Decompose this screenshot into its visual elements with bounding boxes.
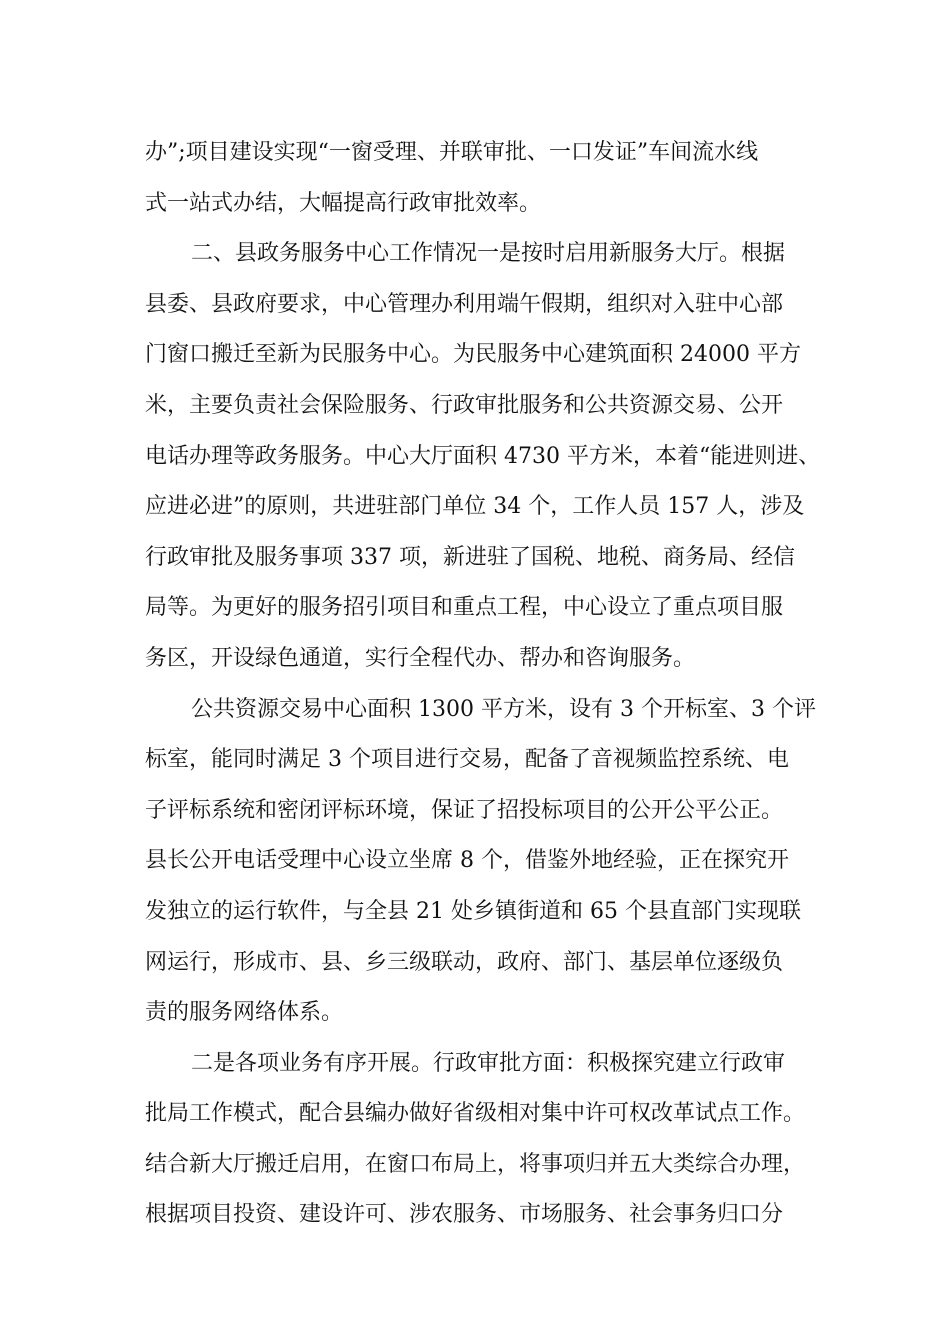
text-line: 县长公开电话受理中心设立坐席 8 个，借鉴外地经验，正在探究开 <box>145 848 789 874</box>
text-line: 电话办理等政务服务。中心大厅面积 4730 平方米，本着“能进则进、 <box>145 443 821 469</box>
text-line: 式一站式办结，大幅提高行政审批效率。 <box>145 190 542 216</box>
text-line: 办”;项目建设实现“一窗受理、并联审批、一口发证”车间流水线 <box>145 140 759 165</box>
text-line: 米，主要负责社会保险服务、行政审批服务和公共资源交易、公开 <box>145 392 784 418</box>
text-line: 应进必进”的原则，共进驻部门单位 34 个，工作人员 157 人，涉及 <box>145 494 805 520</box>
text-line: 网运行，形成市、县、乡三级联动，政府、部门、基层单位逐级负 <box>145 949 784 975</box>
text-line: 子评标系统和密闭评标环境，保证了招投标项目的公开公平公正。 <box>145 797 784 823</box>
text-line: 县委、县政府要求，中心管理办利用端午假期，组织对入驻中心部 <box>145 291 784 317</box>
text-line: 局等。为更好的服务招引项目和重点工程，中心设立了重点项目服 <box>145 595 784 621</box>
document-body <box>145 128 825 1241</box>
text-line: 责的服务网络体系。 <box>145 1000 344 1026</box>
paragraph-first-line: 二是各项业务有序开展。行政审批方面：积极探究建立行政审 <box>191 1050 786 1076</box>
paragraph-first-line: 公共资源交易中心面积 1300 平方米，设有 3 个开标室、3 个评 <box>191 696 816 722</box>
text-line: 标室，能同时满足 3 个项目进行交易，配备了音视频监控系统、电 <box>145 747 789 773</box>
text-line: 发独立的运行软件，与全县 21 处乡镇街道和 65 个县直部门实现联 <box>145 898 801 924</box>
text-line: 结合新大厅搬迁启用，在窗口布局上，将事项归并五大类综合办理， <box>145 1151 806 1177</box>
text-line: 行政审批及服务事项 337 项，新进驻了国税、地税、商务局、经信 <box>145 544 795 570</box>
paragraph-first-line: 二、县政务服务中心工作情况一是按时启用新服务大厅。根据 <box>191 241 786 267</box>
text-line: 门窗口搬迁至新为民服务中心。为民服务中心建筑面积 24000 平方 <box>145 342 801 368</box>
text-line: 批局工作模式，配合县编办做好省级相对集中许可权改革试点工作。 <box>145 1101 806 1127</box>
text-line: 务区，开设绿色通道，实行全程代办、帮办和咨询服务。 <box>145 645 696 671</box>
text-line: 根据项目投资、建设许可、涉农服务、市场服务、社会事务归口分 <box>145 1202 784 1228</box>
